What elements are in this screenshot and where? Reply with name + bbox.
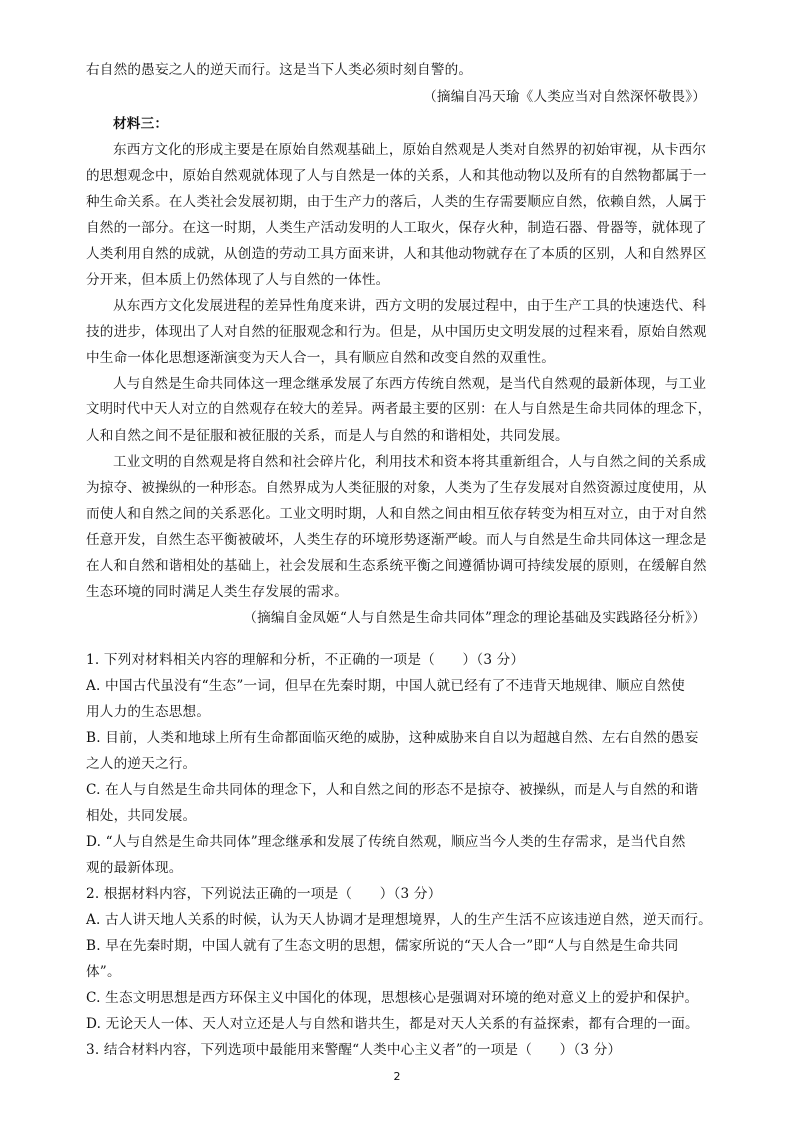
text-line: 而使人和自然之间的关系恶化。工业文明时期，人和自然之间由相互依存转变为相互对立，由于对自然 [86,506,707,522]
option-d-cont: 观的最新体现。 [86,860,183,876]
text-line: 从东西方文化发展进程的差异性角度来讲，西方文明的发展过程中，由于生产工具的快速迭代、科 [113,298,707,314]
text-line: 技的进步，体现出了人对自然的征服观念和行为。但是，从中国历史文明发展的过程来看，原始自然观 [86,324,707,340]
source-citation: （摘编自冯天瑜《人类应当对自然深怀敬畏》） [423,89,706,105]
text-line: 人和自然之间不是征服和被征服的关系，而是人与自然的和谐相处，共同发展。 [86,428,569,444]
question-1: 1. 下列对材料相关内容的理解和分析，不正确的一项是（ ）（3 分） [86,652,525,668]
text-line: 东西方文化的形成主要是在原始自然观基础上，原始自然观是人类对自然界的初始审视，从卡西尔 [113,142,707,158]
text-line: 中生命一体化思想逐渐演变为天人合一，具有顺应自然和改变自然的双重性。 [86,350,555,366]
option-a: A. 古人讲天地人关系的时候，认为天人协调才是理想境界，人的生产生活不应该违逆自然，逆天而行。 [86,912,712,928]
section-heading: 材料三： [113,116,169,132]
text-line: 的思想观念中，原始自然观就体现了人与自然是一体的关系，人和其他动物以及所有的自然物都属于一 [86,168,707,184]
text-line: 文明时代中天人对立的自然观存在较大的差异。两者最主要的区别：在人与自然是生命共同体的理念下， [86,402,712,417]
text-line: 任意开发，自然生态平衡被破坏，人类生存的环境形势逐渐严峻。而人与自然是生命共同体这一理念是 [86,532,707,548]
source-citation: （摘编自金凤姬“人与自然是生命共同体”理念的理论基础及实践路径分析》） [243,610,706,626]
text-line: 分开来，但本质上仍然体现了人与自然的一体性。 [86,272,390,288]
text-line: 右自然的愚妄之人的逆天而行。这是当下人类必须时刻自警的。 [86,62,473,78]
option-c: C. 在人与自然是生命共同体的理念下，人和自然之间的形态不是掠夺、被操纵，而是人与自然的和谐 [86,782,699,798]
option-d: D. 无论天人一体、天人对立还是人与自然和谐共生，都是对天人关系的有益探索，都有合理的一面。 [86,1016,699,1032]
text-line: 生态环境的同时满足人类生存发展的需求。 [86,584,349,600]
option-b: B. 早在先秦时期，中国人就有了生态文明的思想，儒家所说的“天人合一”即“人与自然是生命共同 [86,938,679,954]
text-line: 人与自然是生命共同体这一理念继承发展了东西方传统自然观，是当代自然观的最新体现，与工业 [113,376,707,392]
text-line: 种生命关系。在人类社会发展初期，由于生产力的落后，人类的生存需要顺应自然，依赖自然，人属于 [86,194,707,210]
option-a: A. 中国古代虽没有“生态”一词，但早在先秦时期，中国人就已经有了不违背天地规律、顺应自然使 [86,678,685,694]
option-d: D. “人与自然是生命共同体”理念继承和发展了传统自然观，顺应当今人类的生存需求，是当代自然 [86,834,686,850]
text-line: 人类利用自然的成就，从创造的劳动工具方面来讲，人和其他动物就存在了本质的区别，人和自然界区 [86,246,707,262]
text-line: 为掠夺、被操纵的一种形态。自然界成为人类征服的对象，人类为了生存发展对自然资源过度使用，从 [86,480,707,496]
option-c: C. 生态文明思想是西方环保主义中国化的体现，思想核心是强调对环境的绝对意义上的爱护和保护。 [86,990,699,1006]
text-line: 在人和自然和谐相处的基础上，社会发展和生态系统平衡之间遵循协调可持续发展的原则，在缓解自然 [86,558,707,574]
page-number: 2 [393,1070,401,1083]
text-line: 自然的一部分。在这一时期，人类生产活动发明的人工取火，保存火种，制造石器、骨器等，就体现了 [86,220,707,236]
option-a-cont: 用人力的生态思想。 [86,704,211,720]
option-b: B. 目前，人类和地球上所有生命都面临灭绝的威胁，这种威胁来自自以为超越自然、左右自然的愚妄 [86,730,699,746]
option-c-cont: 相处，共同发展。 [86,808,197,824]
option-b-cont: 之人的逆天之行。 [86,756,197,772]
text-line: 工业文明的自然观是将自然和社会碎片化，利用技术和资本将其重新组合，人与自然之间的关系成 [113,454,707,470]
option-b-cont: 体”。 [86,964,121,980]
question-2: 2. 根据材料内容，下列说法正确的一项是（ ）（3 分） [86,886,442,902]
question-3: 3. 结合材料内容，下列选项中最能用来警醒“人类中心主义者”的一项是（ ）（3 分） [86,1042,622,1058]
